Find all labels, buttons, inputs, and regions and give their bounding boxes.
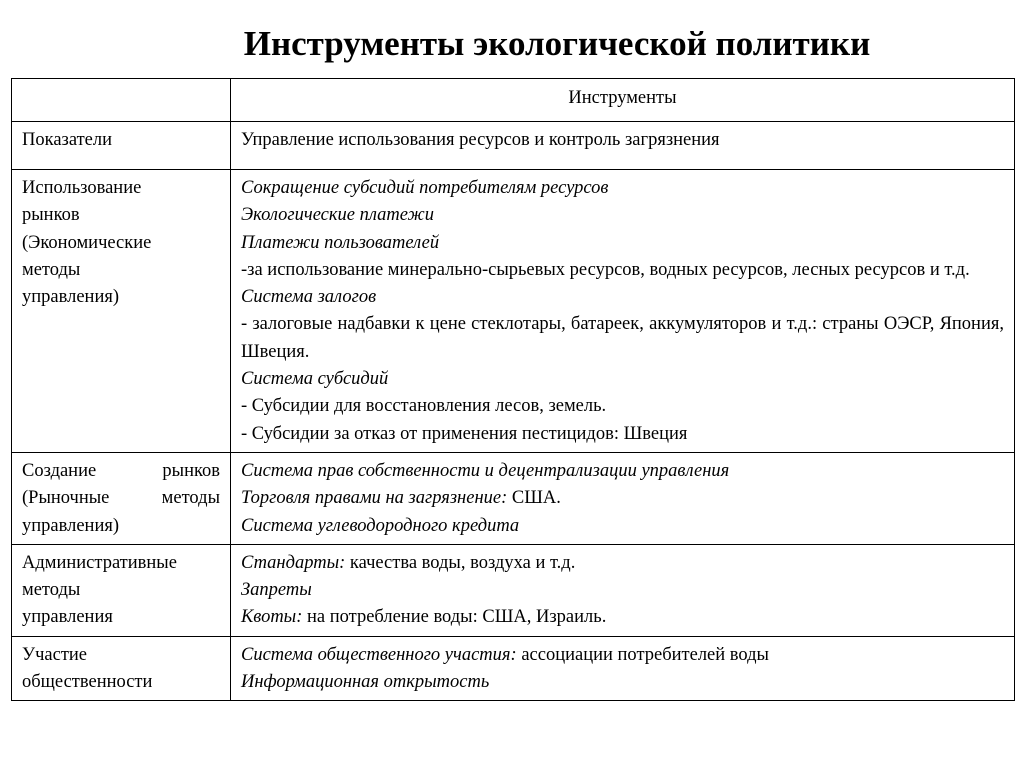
content-line: Система прав собственности и децентрализации управления [241, 460, 730, 481]
content-line: Экологические платежи [241, 205, 434, 226]
table-row-indicators [12, 122, 1015, 170]
label-line: Создание рынков [22, 460, 220, 481]
row-content [231, 170, 1015, 453]
table-row-market-use [12, 170, 1015, 453]
page-title: Инструменты экологической политики [243, 24, 871, 63]
label-line: управления [22, 607, 113, 628]
content-line: Платежи пользователей [241, 232, 440, 253]
label-line: рынков [22, 205, 80, 226]
content-line: - Субсидии для восстановления лесов, земель. [241, 396, 607, 417]
content-normal: США. [507, 488, 561, 509]
label-line: методы [22, 580, 81, 601]
label-line: Использование [22, 178, 142, 198]
content-line: Система залогов [241, 287, 377, 308]
label-line: Административные [22, 552, 177, 573]
content-normal: на потребление воды: США, Израиль. [302, 607, 607, 628]
table-row-public-participation [12, 636, 1015, 701]
header-empty-cell [12, 79, 231, 122]
content-line: - залоговые надбавки к цене стеклотары, батареек, аккумуляторов и т.д.: страны ОЭСР, Япония, Швеция. [241, 314, 1004, 362]
content-italic: Торговля правами на загрязнение: [241, 488, 508, 509]
content-line [241, 604, 1004, 631]
row-label: Показатели [12, 122, 231, 170]
row-label [12, 636, 231, 701]
header-instruments-cell: Инструменты [231, 79, 1015, 122]
content-line: Запреты [241, 580, 312, 601]
content-line: - Субсидии за отказ от применения пестицидов: Швеция [241, 423, 688, 444]
content-italic: Стандарты: [241, 552, 346, 573]
content-normal: качества воды, воздуха и т.д. [345, 552, 576, 573]
label-line: управления) [22, 287, 120, 308]
content-line: -за использование минерально-сырьевых ресурсов, водных ресурсов, лесных ресурсов и т.д. [241, 259, 970, 280]
content-normal: ассоциации потребителей воды [516, 644, 769, 665]
row-content: Управление использования ресурсов и контроль загрязнения [231, 122, 1015, 170]
instruments-table [11, 78, 1015, 701]
table-row-market-creation [12, 452, 1015, 544]
content-line [241, 485, 1004, 512]
label-line: (Рыночные методы [22, 488, 220, 509]
content-italic: Система общественного участия: [241, 644, 517, 665]
label-line: методы [22, 259, 81, 280]
row-content [231, 452, 1015, 544]
row-content [231, 544, 1015, 636]
row-label [12, 544, 231, 636]
label-line: (Экономические [22, 232, 152, 253]
row-label [12, 452, 231, 544]
label-line: управления) [22, 515, 120, 536]
content-line: Система углеводородного кредита [241, 515, 520, 536]
table-header-row [12, 79, 1015, 122]
content-line [241, 642, 1004, 669]
label-line: общественности [22, 672, 153, 693]
label-line: Участие [22, 644, 88, 665]
content-italic: Квоты: [241, 607, 303, 628]
content-line: Система субсидий [241, 369, 389, 390]
row-label [12, 170, 231, 453]
content-line: Сокращение субсидий потребителям ресурсов [241, 178, 609, 198]
content-line: Информационная открытость [241, 672, 490, 693]
table-row-administrative [12, 544, 1015, 636]
row-content [231, 636, 1015, 701]
content-line [241, 550, 1004, 577]
